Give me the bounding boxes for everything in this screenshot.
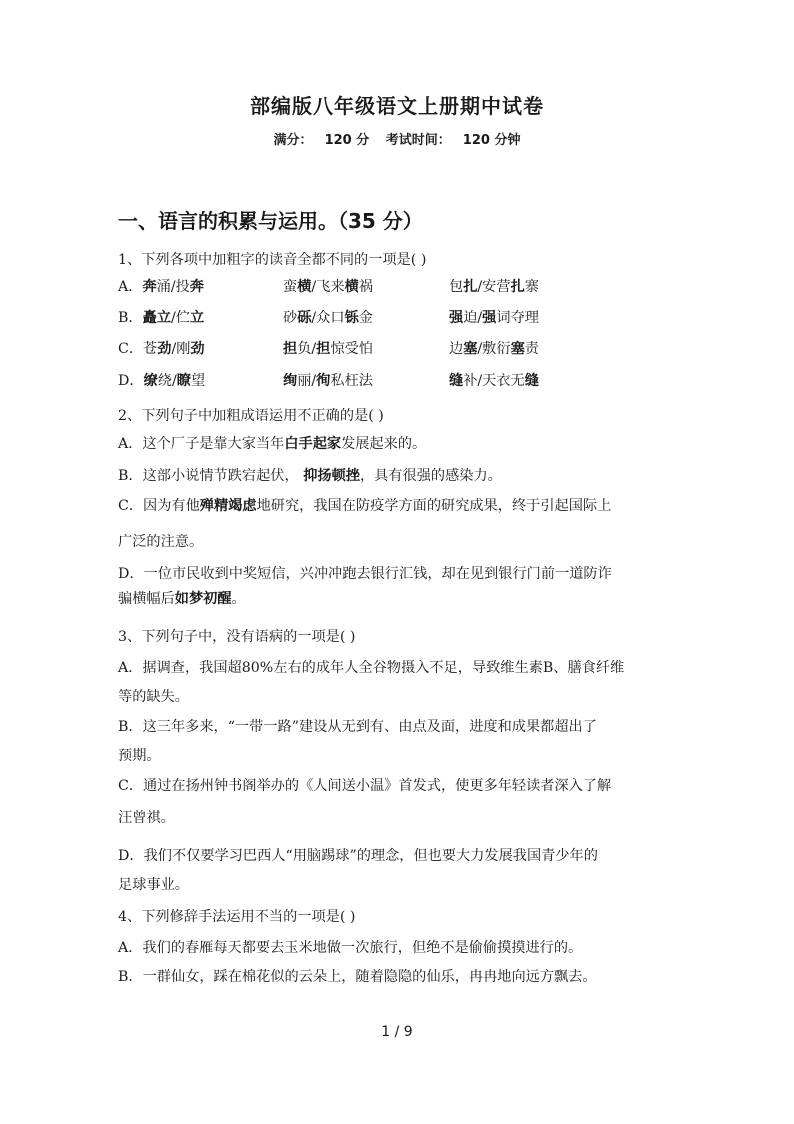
q4-option-b: B．一群仙女，踩在棉花似的云朵上，随着隐隐的仙乐，冉冉地向远方飘去。 bbox=[118, 969, 597, 985]
q3-option-c: C．通过在扬州钟书阁举办的《人间送小温》首发式，使更多年轻读者深入了解 bbox=[118, 778, 612, 794]
q3-option-b: B．这三年多来，“一带一路”建设从无到有、由点及面，进度和成果都超出了 bbox=[118, 719, 597, 735]
q3-option-d: D．我们不仅要学习巴西人“用脑踢球”的理念，但也要大力发展我国青少年的 bbox=[118, 848, 598, 864]
q2-option-c-cont: 广泛的注意。 bbox=[118, 534, 204, 550]
q1-c-col2: 担负/担惊受怕 bbox=[283, 341, 373, 357]
q1-d-col3: 缝补/天衣无缝 bbox=[449, 373, 539, 389]
q2-option-c: C．因为有他殚精竭虑地研究，我国在防疫学方面的研究成果，终于引起国际上 bbox=[118, 498, 612, 514]
q3-option-b-cont: 预期。 bbox=[118, 748, 161, 764]
q1-a-col2: 蛮横/飞来横祸 bbox=[283, 279, 373, 295]
q1-d-col1: D．缭绕/瞭望 bbox=[118, 373, 206, 389]
q3-option-a: A．据调查，我国超80%左右的成年人全谷物摄入不足，导致维生素B、膳食纤维 bbox=[118, 660, 625, 676]
q3-option-a-cont: 等的缺失。 bbox=[118, 689, 189, 705]
q1-b-col3: 强迫/强词夺理 bbox=[449, 310, 539, 326]
q4-option-a: A．我们的春雁每天都要去玉米地做一次旅行，但绝不是偷偷摸摸进行的。 bbox=[118, 940, 583, 956]
q3-stem: 3、下列句子中，没有语病的一项是( ) bbox=[118, 629, 356, 645]
exam-info bbox=[0, 129, 794, 148]
q1-stem: 1、下列各项中加粗字的读音全都不同的一项是( ) bbox=[118, 252, 427, 268]
q3-option-d-cont: 足球事业。 bbox=[118, 877, 189, 893]
q1-a-col3: 包扎/安营扎寨 bbox=[449, 279, 539, 295]
q2-option-d: D．一位市民收到中奖短信，兴冲冲跑去银行汇钱，却在见到银行门前一道防诈 bbox=[118, 566, 612, 582]
page-title: 部编版八年级语文上册期中试卷 bbox=[250, 94, 544, 118]
q3-option-c-cont: 汪曾祺。 bbox=[118, 810, 175, 826]
page-number: 1 / 9 bbox=[381, 1024, 413, 1040]
q2-option-d-cont: 骗横幅后如梦初醒。 bbox=[118, 591, 246, 607]
q1-c-col1: C．苍劲/刚劲 bbox=[118, 341, 205, 357]
full-score-value: 120 分 bbox=[324, 133, 370, 148]
section-title: 一、语言的积累与运用。（35 分） bbox=[118, 209, 423, 233]
q1-c-col3: 边塞/敷衍塞责 bbox=[449, 341, 539, 357]
q2-stem: 2、下列句子中加粗成语运用不正确的是( ) bbox=[118, 408, 384, 424]
q1-a-col1: A．奔涌/投奔 bbox=[118, 279, 204, 295]
time-label: 考试时间： bbox=[385, 133, 451, 148]
q1-b-col1: B．矗立/伫立 bbox=[118, 310, 205, 326]
q1-b-col2: 砂砾/众口铄金 bbox=[283, 310, 373, 326]
q2-option-b: B．这部小说情节跌宕起伏， 抑扬顿挫，具有很强的感染力。 bbox=[118, 468, 502, 484]
time-value: 120 分钟 bbox=[462, 133, 521, 148]
full-score-label: 满分： bbox=[273, 133, 313, 148]
q1-d-col2: 绚丽/徇私枉法 bbox=[283, 373, 373, 389]
q4-stem: 4、下列修辞手法运用不当的一项是( ) bbox=[118, 909, 356, 925]
q2-option-a: A．这个厂子是靠大家当年白手起家发展起来的。 bbox=[118, 436, 427, 452]
